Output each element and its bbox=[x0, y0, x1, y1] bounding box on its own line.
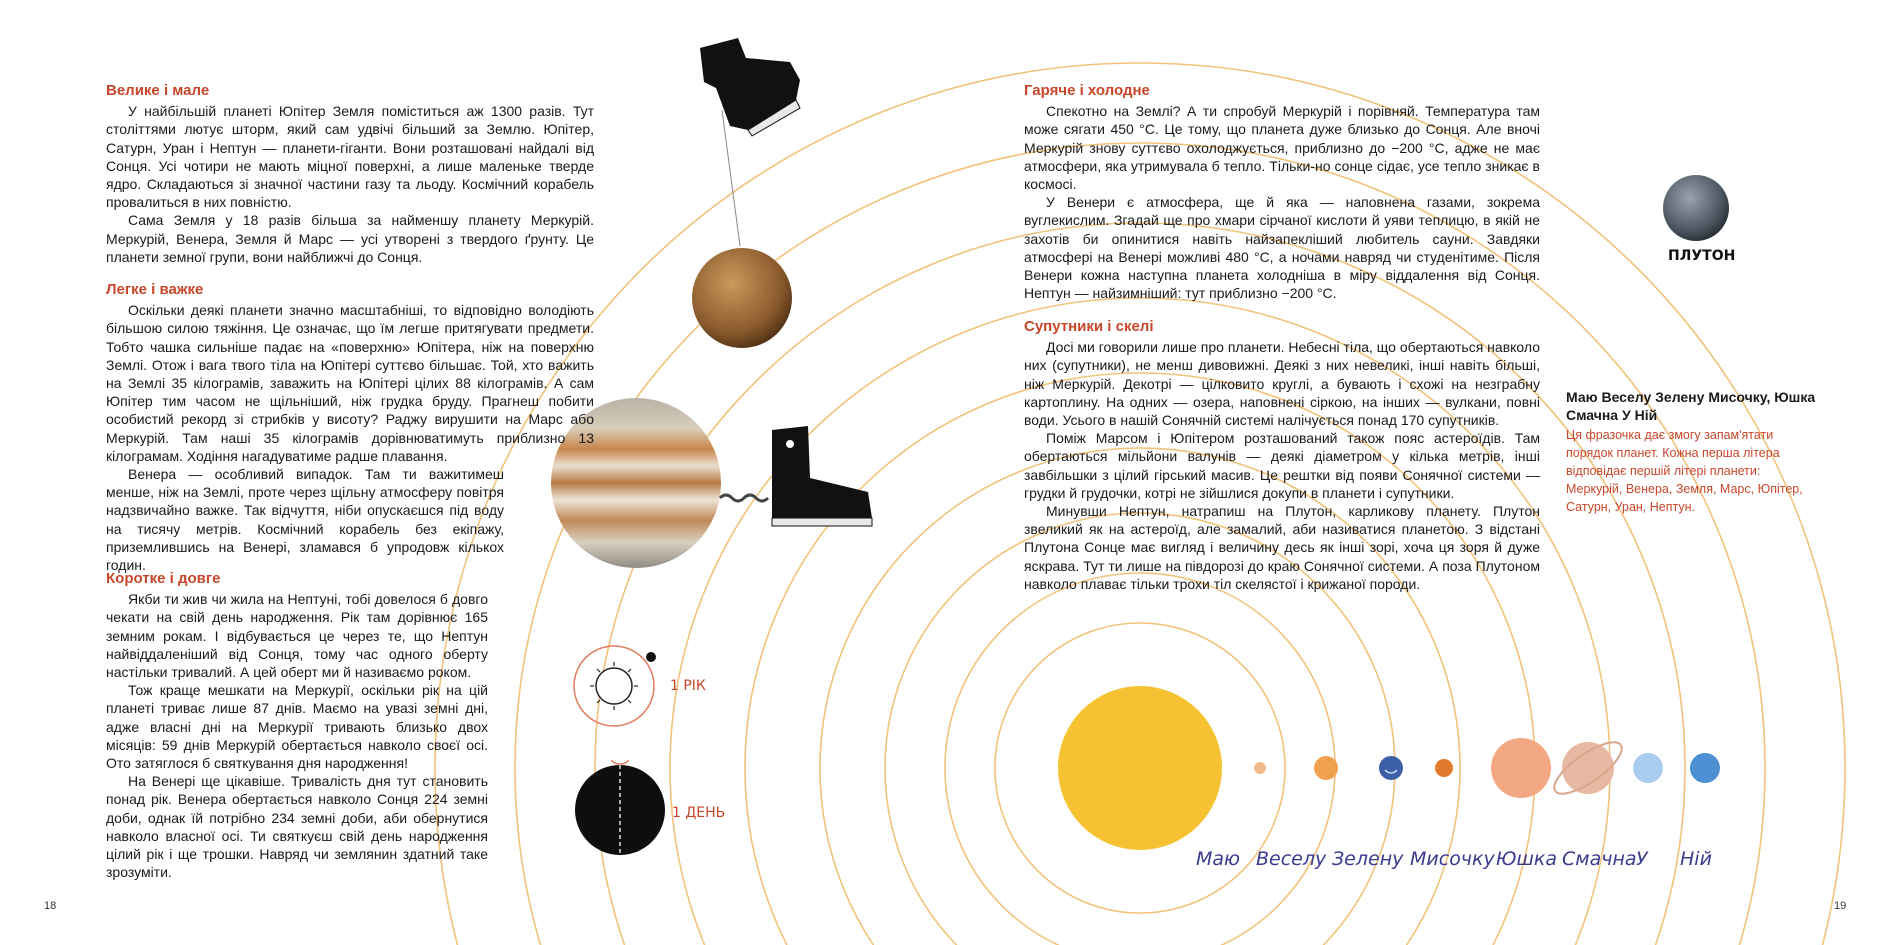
mnemonic-word-mars: Мисочку bbox=[1410, 848, 1495, 870]
venus-small bbox=[1314, 756, 1338, 780]
boot-hanging-icon bbox=[700, 38, 800, 246]
pluto-planet bbox=[1663, 175, 1729, 241]
section-title: Гаряче і холодне bbox=[1024, 82, 1150, 99]
section-korotke-i-dovhe bbox=[106, 570, 488, 881]
paragraph: Сама Земля у 18 разів більша за найменшу планету Меркурій. Меркурій, Венера, Земля й Марс — усі утворені з твердого ґрунту. Це планети земної групи, вони найближчі до Сонця. bbox=[106, 212, 594, 265]
mnemonic-word-neptune: Ній bbox=[1680, 848, 1712, 870]
paragraph: Досі ми говорили лише про планети. Небесні тіла, що обертаються навколо них (супутники), не менш дивовижні. Деякі з них невеликі, інші навіть більші, ніж Меркурій. Декотрі — цілковито круглі, а бувають і схожі на незграбну картоплину. На одних — озера, наповнені сіркою, на інших — вулкани, повні води. Усього в нашій Сонячній системі налічується понад 170 супутників. bbox=[1024, 339, 1540, 429]
paragraph: У найбільшій планеті Юпітер Земля поміститься аж 1300 разів. Тут століттями лютує шторм, який сам удвічі більший за Землю. Юпітер, Сатурн, Уран і Нептун — планети-гіганти. Вони розташовані найдалі від Сонця. Усі чотири не мають міцної поверхні, а лише маленьке тверде ядро. Складаються зі значної частини газу та льоду. Космічний корабель провалиться в них повністю. bbox=[106, 103, 594, 211]
paragraph: Минувши Нептун, натрапиш на Плутон, карликову планету. Плутон звеликий як на астероїд, але замалий, аби називатися планетою. З відстані Плутона Сонце має вигляд і величину десь як інші зорі, хоча ця зоря й дуже яскрава. Тут ти лише на півдорозі до краю Сонячної системи. А поза Плутоном навколо плаває тільки трохи тіл скелястої і крижаної породи. bbox=[1024, 503, 1540, 592]
jupiter-small bbox=[1491, 738, 1551, 798]
boot-chained-icon bbox=[720, 426, 872, 526]
section-title: Супутники і скелі bbox=[1024, 318, 1154, 335]
paragraph: Якби ти жив чи жила на Нептуні, тобі довелося б довго чекати на свій день народження. Рік там дорівнює 165 земним рокам. І відбувається це через те, що Нептун найвіддаленіший від Сонця, тому час одного оберту настільки тривалий. А цей оберт ми й називаємо роком. bbox=[106, 591, 488, 681]
mnemonic-word-saturn: Смачна bbox=[1562, 848, 1637, 870]
page-number-left: 18 bbox=[44, 900, 57, 912]
paragraph: Спекотно на Землі? А ти спробуй Меркурій і порівняй. Температура там може сягати 450 °C. Це тому, що планета дуже близько до Сонця. Але вночі Меркурій знову суттєво охолоджується, приблизно до −200 °C, адже не має атмосфери, яка утримувала б тепло. Тільки-но сонце сідає, усе тепло зникає в космосі. bbox=[1024, 103, 1540, 193]
section-suputnyky-i-skeli bbox=[1024, 318, 1540, 593]
section-velyke-i-male bbox=[106, 82, 594, 266]
mnemonic-explanation: Ця фразочка дає змогу запам'ятати порядок планет. Кожна перша літера відповідає першій літері планети: Меркурій, Венера, Земля, Марс, Юпітер, Сатурн, Уран, Нептун. bbox=[1566, 428, 1803, 514]
section-title: Велике і мале bbox=[106, 82, 210, 99]
year-label: 1 РІК bbox=[670, 678, 706, 694]
mercury-planet bbox=[692, 248, 792, 348]
earth-small bbox=[1379, 756, 1403, 780]
section-title: Коротке і довге bbox=[106, 570, 221, 587]
planets-row bbox=[1254, 734, 1720, 803]
paragraph: Венера — особливий випадок. Там ти важитимеш менше, ніж на Землі, проте через щільну атмосферу повітря надзвичайно важке. Так відчуття, ніби опускаєшся під воду на тисячу метрів. Космічний корабель без екіпажу, приземлившись на Венері, зламався б упродовж кількох годин. bbox=[106, 466, 504, 574]
day-rotation-diagram bbox=[575, 758, 665, 870]
year-orbit-diagram bbox=[574, 646, 656, 726]
mnemonic-word-earth: Зелену bbox=[1332, 848, 1404, 870]
saturn-small bbox=[1562, 742, 1614, 794]
paragraph: Тож краще мешкати на Меркурії, оскільки рік на цій планеті триває лише 87 днів. Маємо на увазі земні дні, адже власні дні на Меркурії тривають близько двох місяців: 59 днів Меркурій обертається навколо своєї осі. Ото затяглося б святкування дня народження! bbox=[106, 682, 488, 772]
mnemonic-word-jupiter: Юшка bbox=[1496, 848, 1558, 870]
uranus-small bbox=[1633, 753, 1663, 783]
mercury-small bbox=[1254, 762, 1266, 774]
section-hariache-i-kholodne bbox=[1024, 82, 1540, 302]
section-title: Легке і важке bbox=[106, 281, 204, 298]
mars-small bbox=[1435, 759, 1453, 777]
paragraph: У Венери є атмосфера, ще й яка — наповнена газами, зокрема вуглекислим. Згадай ще про хмари сірчаної кислоти й уяви теплицю, в якій не захотів би опинитися навіть найзапекліший любитель сауни. Завдяки атмосфері на Венері можливі 480 °C, а ночами навряд чи студенітиме. Після Венери кожна наступна планета холодніша в міру віддалення від Сонця. Нептун — найзимніший: тут приблизно −200 °C. bbox=[1024, 194, 1540, 302]
day-label: 1 ДЕНЬ bbox=[672, 805, 726, 821]
page-number-right: 19 bbox=[1834, 900, 1847, 912]
neptune-small bbox=[1690, 753, 1720, 783]
mnemonic-word-uranus: У bbox=[1636, 848, 1648, 870]
paragraph: Поміж Марсом і Юпітером розташований також пояс астероїдів. Там обертаються мільйони валунів — деякі діаметром у кілька метрів, інші завбільшки з цілий гірський масив. Це рештки від появи Сонячної системи — грудки й грудочки, котрі не зійшлися докупи в планети і супутники. bbox=[1024, 430, 1540, 501]
section-lehke-i-vazhke bbox=[106, 281, 594, 574]
paragraph: На Венері ще цікавіше. Тривалість дня тут становить понад рік. Венера обертається навколо Сонця 224 земні доби, однак їй потрібно 234 земні доби, аби обернутися навколо власної осі. Ти святкуєш свій день народження цілий рік і ще трошки. Навряд чи землянин здатний таке зрозуміти. bbox=[106, 773, 488, 881]
mnemonic-word-venus: Веселу bbox=[1256, 848, 1327, 870]
paragraph: Оскільки деякі планети значно масштабніші, то відповідно володіють більшою силою тяжіння. Це означає, що їм легше притягувати предмети. Тобто чашка сильніше падає на «поверхню» Юпітера, ніж на поверхню Землі. Отож і вага твого тіла на Юпітері суттєво більшає. Той, хто важить на Землі 35 кілограмів, заважить на Юпітері цілих 88 кілограмів. А сам Юпітер тим часом не щільніший, ніж грудка бруду. Прагнеш побити особистий рекорд зі стрибків у висоту? Раджу вирушити на Марс або Меркурій. Там наші 35 кілограмів дорівнюватимуть приблизно 13 кілограмам. Ходіння нагадуватиме радше плавання. bbox=[106, 302, 594, 464]
sun bbox=[1058, 686, 1222, 850]
mnemonic-word-mercury: Маю bbox=[1196, 848, 1241, 870]
mnemonic-heading: Маю Веселу Зелену Мисочку, Юшка Смачна У Ній bbox=[1566, 389, 1816, 423]
pluto-label: ПЛУТОН bbox=[1668, 248, 1736, 264]
